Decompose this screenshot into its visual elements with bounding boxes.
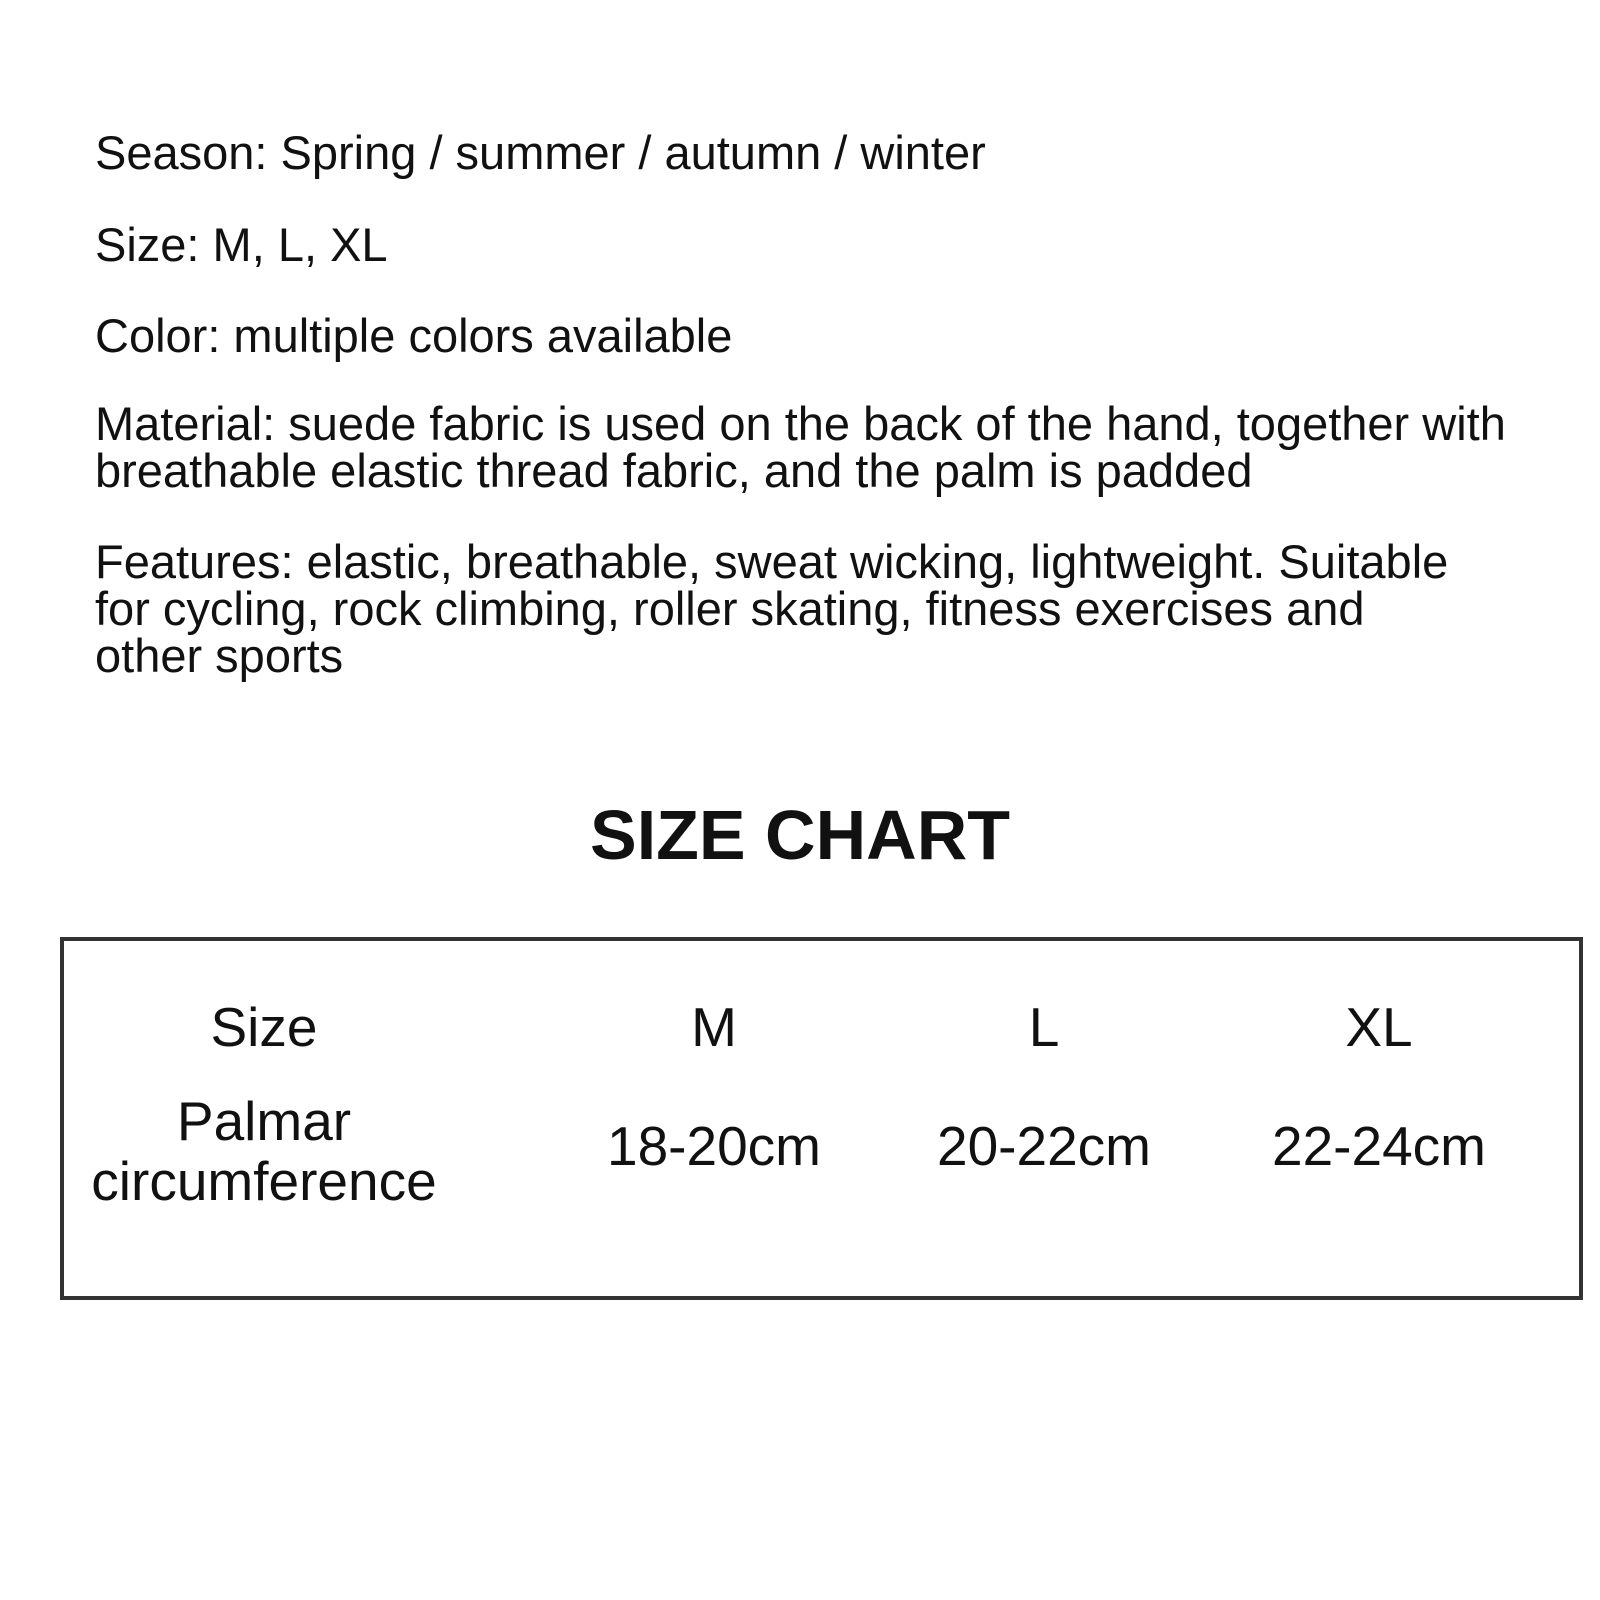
size-xl-header: XL bbox=[1345, 996, 1413, 1058]
palmar-label-line2: circumference bbox=[91, 1150, 437, 1212]
features-spec: Features: elastic, breathable, sweat wicking, lightweight. Suitable for cycling, rock climbing, roller skating, fitness exercises and other sports bbox=[95, 535, 1449, 682]
size-m-header: M bbox=[691, 996, 737, 1058]
color-spec: Color: multiple colors available bbox=[95, 309, 733, 362]
material-spec: Material: suede fabric is used on the back of the hand, together with breathable elastic thread fabric, and the palm is padded bbox=[95, 397, 1506, 497]
size-chart-table bbox=[60, 937, 1583, 1300]
size-chart-title: SIZE CHART bbox=[590, 796, 1010, 874]
size-xl-value: 22-24cm bbox=[1272, 1115, 1486, 1177]
size-spec: Size: M, L, XL bbox=[95, 218, 388, 271]
palmar-label-line1: Palmar bbox=[176, 1090, 352, 1152]
size-l-value: 20-22cm bbox=[937, 1115, 1151, 1177]
palmar-circumference-label bbox=[64, 1091, 464, 1211]
size-l-header: L bbox=[1028, 996, 1060, 1058]
season-spec: Season: Spring / summer / autumn / winter bbox=[95, 126, 986, 179]
size-m-value: 18-20cm bbox=[607, 1115, 821, 1177]
size-header-label: Size bbox=[210, 996, 318, 1058]
